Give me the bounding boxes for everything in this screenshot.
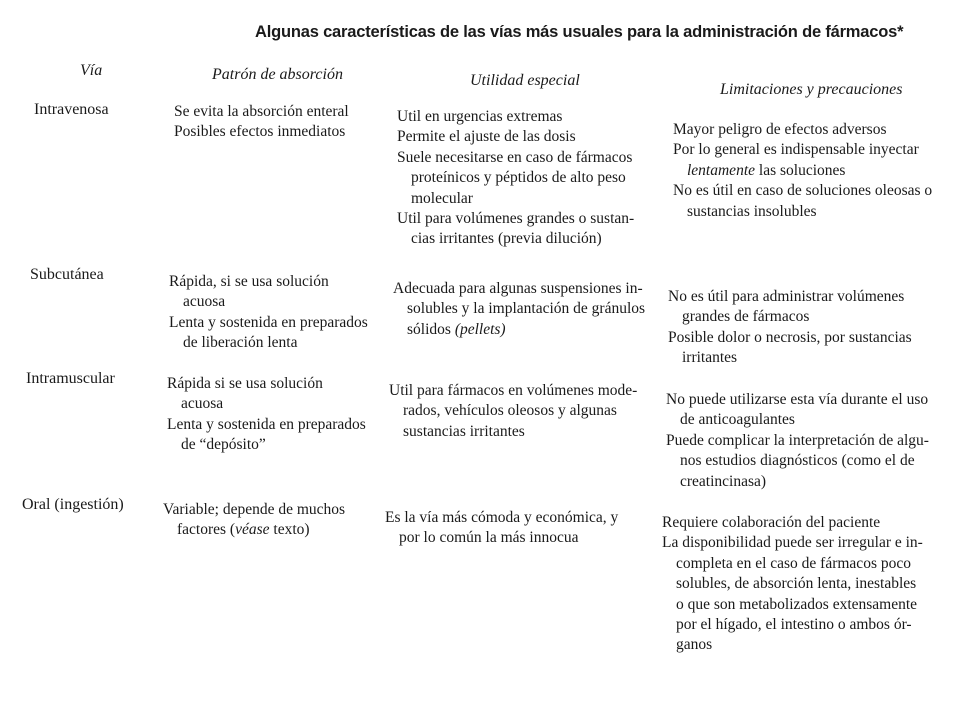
text-line: sustancias irritantes [403, 422, 525, 440]
cell-oral-limitaciones [662, 513, 952, 656]
text-line: sustancias insolubles [687, 202, 817, 220]
cell-subcutanea-utilidad [393, 279, 658, 340]
cell-intramuscular-limitaciones [666, 390, 956, 492]
text-line: o que son metabolizados extensamente [676, 595, 918, 613]
text-line: completa en el caso de fármacos poco [676, 554, 911, 572]
text-line: Util para volúmenes grandes o sustan- [397, 210, 635, 228]
text-line: Puede complicar la interpretación de algu- [666, 431, 929, 449]
text-line: Rápida, si se usa solución [169, 273, 329, 290]
text-line: por el hígado, el intestino o ambos ór- [676, 616, 912, 634]
text-line: Lenta y sostenida en preparados [169, 313, 368, 331]
text-line: Adecuada para algunas suspensiones in- [393, 280, 643, 297]
text-line: creatincinasa) [680, 472, 767, 490]
text-line: Se evita la absorción enteral [174, 103, 349, 120]
cell-intravenosa-limitaciones [673, 120, 960, 222]
text-fragment: factores ( [177, 521, 236, 539]
text-line: solubles, de absorción lenta, inestables [676, 575, 917, 593]
cell-intravenosa-absorcion [174, 102, 394, 143]
text-line: de “depósito” [181, 436, 266, 454]
text-line: Es la vía más cómoda y económica, y [385, 509, 619, 526]
text-line [393, 320, 658, 340]
text-line: rados, vehículos oleosos y algunas [403, 402, 617, 420]
text-line: No puede utilizarse esta vía durante el uso [666, 391, 929, 408]
text-line: Requiere colaboración del paciente [662, 514, 881, 531]
text-line: acuosa [183, 293, 226, 311]
text-line: ganos [676, 636, 713, 654]
cell-intramuscular-absorcion [167, 374, 387, 456]
text-line: Util en urgencias extremas [397, 108, 563, 125]
text-emphasis: lentamente [687, 161, 756, 179]
text-emphasis: (pellets) [454, 320, 506, 338]
header-limitaciones: Limitaciones y precauciones [720, 81, 903, 98]
text-line: Util para fármacos en volúmenes mode- [389, 382, 638, 399]
text-line: de anticoagulantes [680, 411, 795, 429]
text-line: Posibles efectos inmediatos [174, 123, 346, 141]
text-line: Posible dolor o necrosis, por sustancias [668, 328, 912, 346]
text-line: Rápida si se usa solución [167, 375, 323, 392]
table-title: Algunas características de las vías más usuales para la administración de fármacos* [255, 23, 904, 41]
text-line: La disponibilidad puede ser irregular e in- [662, 534, 923, 552]
text-line: Lenta y sostenida en preparados [167, 415, 366, 433]
text-line [163, 520, 383, 540]
cell-subcutanea-absorcion [169, 272, 389, 354]
row-label-subcutanea: Subcutánea [30, 266, 104, 283]
text-line: cias irritantes (previa dilución) [411, 230, 602, 248]
text-line: acuosa [181, 395, 224, 413]
text-line: Suele necesitarse en caso de fármacos [397, 148, 633, 166]
cell-intravenosa-utilidad [397, 107, 662, 250]
text-line: proteínicos y péptidos de alto peso [411, 169, 626, 187]
header-utilidad: Utilidad especial [470, 72, 580, 89]
text-line: nos estudios diagnósticos (como el de [680, 452, 915, 470]
cell-oral-absorcion [163, 500, 383, 541]
text-line: por lo común la más innocua [399, 529, 579, 547]
text-line: No es útil para administrar volúmenes [668, 288, 905, 305]
text-line: No es útil en caso de soluciones oleosas o [673, 182, 933, 200]
text-line: irritantes [682, 349, 738, 367]
row-label-oral: Oral (ingestión) [22, 496, 124, 513]
header-absorcion: Patrón de absorción [212, 66, 343, 83]
text-line: Variable; depende de muchos [163, 501, 346, 518]
text-line: molecular [411, 189, 473, 207]
cell-intramuscular-utilidad [389, 381, 654, 442]
text-fragment: sólidos [407, 320, 451, 338]
header-via: Vía [80, 62, 103, 79]
text-emphasis: véase [235, 521, 270, 539]
text-line: Permite el ajuste de las dosis [397, 128, 576, 146]
text-line [673, 161, 960, 181]
text-line: Mayor peligro de efectos adversos [673, 121, 887, 138]
cell-subcutanea-limitaciones [668, 287, 958, 369]
text-fragment: las soluciones [758, 161, 846, 179]
text-line: de liberación lenta [183, 334, 298, 352]
row-label-intravenosa: Intravenosa [34, 101, 109, 118]
text-line: grandes de fármacos [682, 308, 810, 326]
row-label-intramuscular: Intramuscular [26, 370, 115, 387]
text-fragment: texto) [273, 521, 310, 539]
text-line: Por lo general es indispensable inyectar [673, 141, 919, 159]
cell-oral-utilidad [385, 508, 650, 549]
text-line: solubles y la implantación de gránulos [407, 300, 646, 318]
